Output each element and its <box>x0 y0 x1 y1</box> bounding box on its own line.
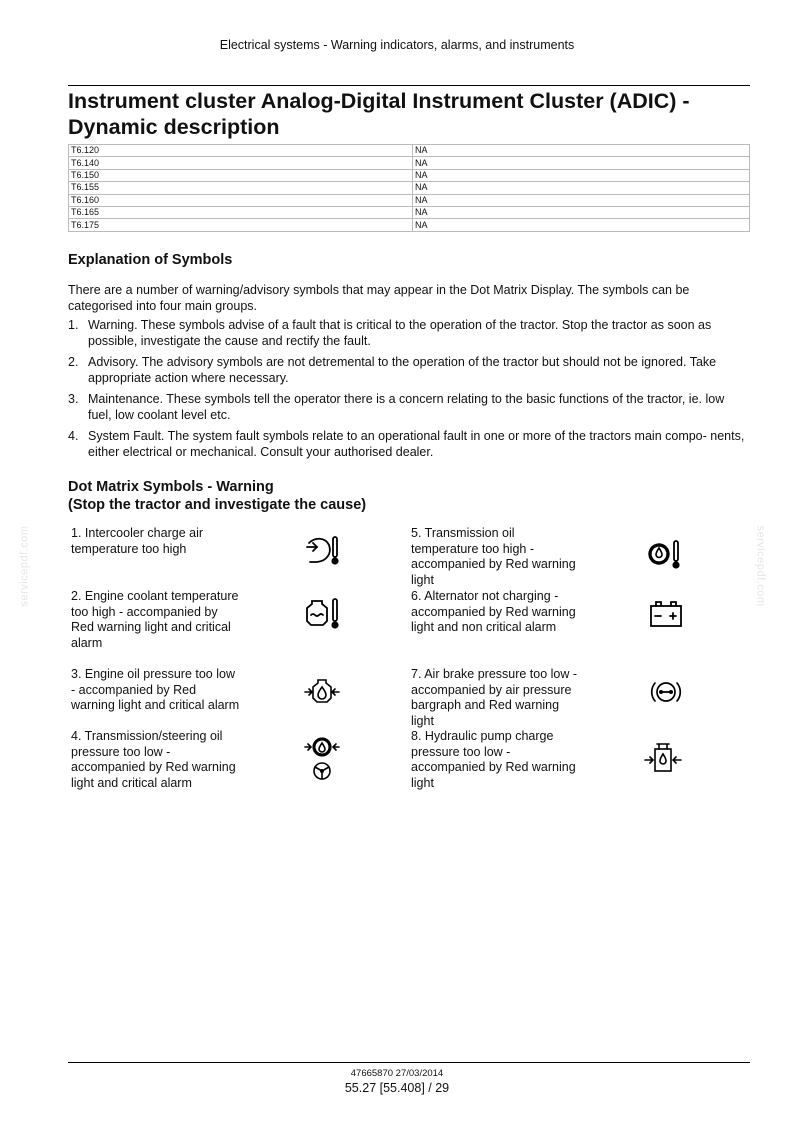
value-cell: NA <box>413 206 750 218</box>
explanation-intro: There are a number of warning/advisory symbols that may appear in the Dot Matrix Display. The symbols can be categorised into four main groups. <box>68 283 690 313</box>
watermark-right: servicepdf.com <box>754 525 767 607</box>
list-text: System Fault. The system fault symbols relate to an operational fault in one or more of the tractors main compo- nents, either electrical or mechanical. Consult your authorised dealer. <box>88 429 745 459</box>
symbol-description: 2. Engine coolant temperature too high - accompanied by Red warning light and critical alarm <box>71 589 239 650</box>
list-item <box>68 429 750 460</box>
symbol-description: 7. Air brake pressure too low - accompanied by air pressure bargraph and Red warning light <box>411 667 578 728</box>
value-cell: NA <box>413 145 750 157</box>
table-row <box>69 194 750 206</box>
title-line-2: Dynamic description <box>68 115 280 139</box>
model-cell: T6.150 <box>69 169 413 181</box>
list-text: Advisory. The advisory symbols are not detremental to the operation of the tractor but should not be ignored. Take appropriate action where necessary. <box>88 355 717 385</box>
table-row <box>69 169 750 181</box>
list-number: 4. <box>68 429 79 443</box>
model-cell: T6.160 <box>69 194 413 206</box>
transmission-oil-temperature-icon <box>644 537 686 573</box>
list-item <box>68 318 750 349</box>
engine-coolant-temperature-icon <box>303 595 345 633</box>
list-item <box>68 355 750 386</box>
dot-matrix-heading-line-1: Dot Matrix Symbols - Warning <box>68 479 274 495</box>
transmission-steering-oil-pressure-icon <box>303 733 345 783</box>
header-rule <box>68 85 750 86</box>
list-number: 2. <box>68 355 79 369</box>
list-number: 3. <box>68 392 79 406</box>
document-id: 47665870 27/03/2014 <box>350 1068 444 1079</box>
table-row <box>69 206 750 218</box>
symbol-group-list <box>68 318 750 460</box>
list-number: 1. <box>68 318 79 332</box>
watermark-left: servicepdf.com <box>18 525 31 607</box>
page-number: 55.27 [55.408] / 29 <box>344 1081 450 1095</box>
symbol-description: 4. Transmission/steering oil pressure too low - accompanied by Red warning light and critical alarm <box>71 729 236 790</box>
model-cell: T6.140 <box>69 157 413 169</box>
dot-matrix-heading <box>68 478 366 514</box>
value-cell: NA <box>413 194 750 206</box>
air-brake-pressure-icon <box>647 676 685 708</box>
model-cell: T6.155 <box>69 182 413 194</box>
symbol-description: 3. Engine oil pressure too low - accompanied by Red warning light and critical alarm <box>71 667 240 712</box>
battery-icon <box>648 599 684 629</box>
symbol-description: 5. Transmission oil temperature too high - accompanied by Red warning light <box>411 526 576 587</box>
model-cell: T6.120 <box>69 145 413 157</box>
value-cell: NA <box>413 169 750 181</box>
table-row <box>69 182 750 194</box>
table-row <box>69 145 750 157</box>
dot-matrix-heading-line-2: (Stop the tractor and investigate the cause) <box>68 497 367 513</box>
model-cell: T6.175 <box>69 219 413 231</box>
hydraulic-pump-pressure-icon <box>643 741 685 777</box>
footer-rule <box>68 1062 750 1063</box>
value-cell: NA <box>413 157 750 169</box>
list-item <box>68 392 750 423</box>
model-applicability-table <box>68 144 750 232</box>
explanation-heading: Explanation of Symbols <box>68 252 233 268</box>
intercooler-temperature-icon <box>303 533 345 569</box>
running-header: Electrical systems - Warning indicators, alarms, and instruments <box>219 38 575 52</box>
symbol-description: 8. Hydraulic pump charge pressure too low - accompanied by Red warning light <box>411 729 576 790</box>
value-cell: NA <box>413 219 750 231</box>
list-text: Warning. These symbols advise of a fault that is critical to the operation of the tractor. Stop the tractor as soon as possible, investigate the cause and rectify the fault. <box>88 318 712 348</box>
model-cell: T6.165 <box>69 206 413 218</box>
value-cell: NA <box>413 182 750 194</box>
title-line-1: Instrument cluster Analog-Digital Instrument Cluster (ADIC) - <box>68 89 690 113</box>
engine-oil-pressure-icon <box>303 676 345 708</box>
symbol-description: 6. Alternator not charging - accompanied by Red warning light and non critical alarm <box>411 589 576 634</box>
list-text: Maintenance. These symbols tell the operator there is a concern relating to the basic functions of the tractor, ie. low fuel, low coolant level etc. <box>88 392 725 422</box>
table-row <box>69 157 750 169</box>
table-row <box>69 219 750 231</box>
page-title <box>68 88 750 140</box>
symbol-description: 1. Intercooler charge air temperature too high <box>71 526 204 556</box>
